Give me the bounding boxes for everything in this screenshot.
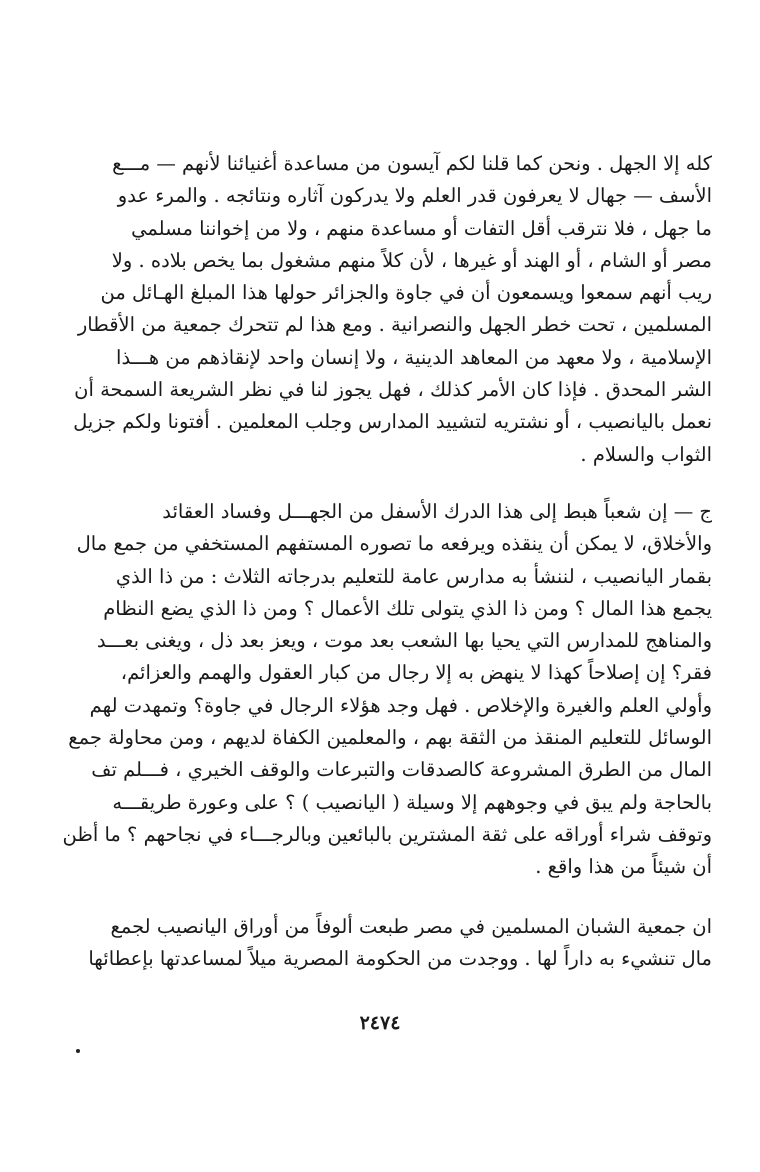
text-line: نعمل باليانصيب ، أو نشتريه لتشييد المدارس وجلب المعلمين . أفتونا ولكم جزيل xyxy=(73,410,712,434)
text-line: أن شيئاً من هذا واقع . xyxy=(535,855,712,879)
text-line: بقمار اليانصيب ، لننشأ به مدارس عامة للتعليم بدرجاته الثلاث : من ذا الذي xyxy=(115,564,712,588)
text-line: ج — إن شعباً هبط إلى هذا الدرك الأسفل من الجهـــل وفساد العقائد xyxy=(162,500,712,523)
text-line: المسلمين ، تحت خطر الجهل والنصرانية . ومع هذا لم تتحرك جمعية من الأقطار xyxy=(77,313,712,337)
text-line: يجمع هذا المال ؟ ومن ذا الذي يتولى تلك الأعمال ؟ ومن ذا الذي يضع النظام xyxy=(103,596,712,620)
text-line: الشر المحدق . فإذا كان الأمر كذلك ، فهل يجوز لنا في نظر الشريعة السمحة أن xyxy=(74,378,712,402)
text-line: ما جهل ، فلا نترقب أقل التفات أو مساعدة منهم ، ولا من إخواننا مسلمي xyxy=(131,216,712,240)
ink-speck xyxy=(76,1049,80,1053)
text-line: الثواب والسلام . xyxy=(580,442,712,466)
text-line: فقر؟ إن إصلاحاً كهذا لا ينهض به إلا رجال من كبار العقول والهمم والعزائم، xyxy=(120,661,712,685)
text-line: وتوقف شراء أوراقه على ثقة المشترين بالبائعين وبالرجـــاء في نجاحهم ؟ ما أظن xyxy=(62,822,712,846)
text-line: مصر أو الشام ، أو الهند أو غيرها ، لأن كلاً منهم مشغول بما يخص بلاده . ولا xyxy=(111,248,712,272)
text-line: والأخلاق، لا يمكن أن ينقذه ويرفعه ما تصوره المستفهم المستخفي من جمع مال xyxy=(76,532,712,556)
paragraph-continuation xyxy=(48,911,712,976)
text-line: والمناهج للمدارس التي يحيا بها الشعب بعد موت ، ويعز بعد ذل ، ويغنى بعـــد xyxy=(96,629,712,653)
text-line: الإسلامية ، ولا معهد من المعاهد الدينية ، ولا إنسان واحد لإنقاذهم من هـــذا xyxy=(116,345,712,369)
text-line: كله إلا الجهل . ونحن كما قلنا لكم آيسون من مساعدة أغنيائنا لأنهم — مـــع xyxy=(112,152,712,175)
text-line: الوسائل للتعليم المنقذ من الثقة بهم ، والمعلمين الكفاة لديهم ، ومن محاولة جمع xyxy=(68,726,712,750)
page-number: ٢٤٧٤ xyxy=(359,1012,401,1034)
text-line: ريب أنهم سمعوا ويسمعون أن في جاوة والجزائر حولها هذا المبلغ الهـائل من xyxy=(100,281,712,305)
paragraph-question xyxy=(48,148,712,471)
text-line: المال من الطرق المشروعة كالصدقات والتبرعات والوقف الخيري ، فـــلم تف xyxy=(91,758,712,782)
text-line: ان جمعية الشبان المسلمين في مصر طبعت ألوفاً من أوراق اليانصيب لجمع xyxy=(110,915,712,938)
text-line: الأسف — جهال لا يعرفون قدر العلم ولا يدركون آثاره ونتائجه . والمرء عدو xyxy=(117,184,712,208)
text-line: وأولي العلم والغيرة والإخلاص . فهل وجد هؤلاء الرجال في جاوة؟ وتمهدت لهم xyxy=(89,693,712,717)
text-line: بالحاجة ولم يبق في وجوههم إلا وسيلة ( اليانصيب ) ؟ على وعورة طريقـــه xyxy=(112,790,712,814)
paragraph-answer xyxy=(48,496,712,884)
text-line: مال تنشيء به داراً لها . ووجدت من الحكومة المصرية ميلاً لمساعدتها بإعطائها xyxy=(88,947,712,971)
